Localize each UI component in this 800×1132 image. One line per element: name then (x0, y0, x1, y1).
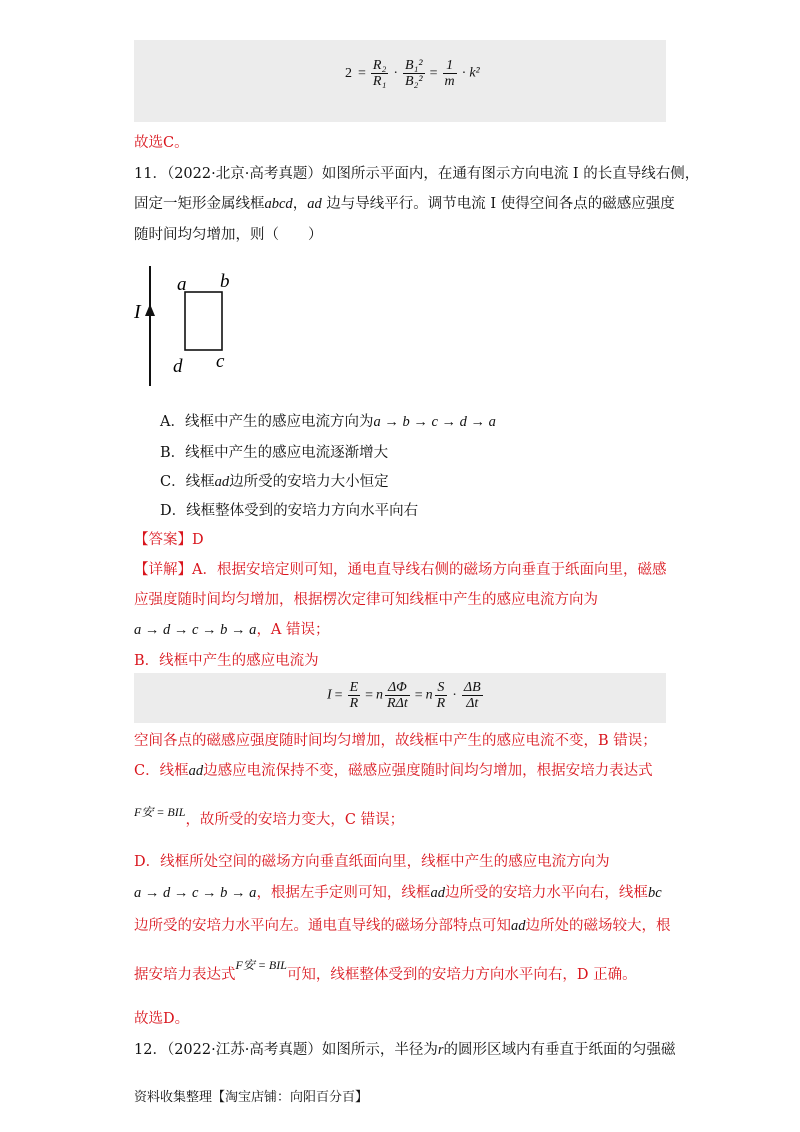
option-c-rest: 边所受的安培力大小恒定 (229, 474, 389, 490)
fi-E: E (349, 680, 359, 695)
q11-line2 (134, 194, 675, 214)
answer: 【答案】D (134, 532, 204, 548)
detail-3 (134, 620, 330, 640)
frac-r-num: R₂ (372, 58, 387, 73)
current-arrow-icon (145, 304, 155, 316)
formula-eq1: = (358, 65, 366, 81)
fi-dphi: ΔΦ (385, 680, 410, 696)
frac-b (403, 58, 425, 89)
detail-8: D．线框所处空间的磁场方向垂直纸面向里，线框中产生的感应电流方向为 (134, 854, 610, 870)
q11-line2-c: 边与导线平行。调节电流 I 使得空间各点的磁感应强度 (321, 196, 675, 212)
formula-ratio (342, 58, 480, 89)
q11-abcd: abcd (264, 196, 293, 212)
wire-loop-figure (130, 260, 250, 390)
formula-dot2: · (461, 65, 467, 81)
detail-6 (134, 761, 653, 781)
fi-frac-SR (435, 680, 448, 711)
detail-6-a: C．线框 (134, 763, 189, 779)
option-c-label: C．线框 (160, 474, 215, 490)
label-d: d (173, 356, 183, 377)
option-b-label: B．线框中产生的感应电流逐渐增大 (160, 445, 389, 461)
footer: 资料收集整理【淘宝店铺：向阳百分百】 (134, 1090, 369, 1105)
detail-7 (134, 805, 405, 830)
fi-R2: R (436, 696, 446, 711)
detail-10-b: 边所处的磁场较大，根 (525, 918, 671, 934)
fi-frac-ER (348, 680, 361, 711)
frac-r-den: R₁ (372, 74, 387, 89)
frac-b-den: B₂² (405, 74, 423, 89)
formula-lhs: 2 (345, 65, 352, 81)
label-a: a (177, 274, 187, 295)
fi-eq3: = (414, 687, 423, 703)
detail-9 (134, 883, 662, 903)
formula-k: k² (469, 65, 480, 81)
q11-line3: 随时间均匀增加，则（ ） (134, 227, 323, 243)
fi-S: S (435, 680, 448, 696)
detail-9-bc: bc (647, 885, 662, 901)
q11-conclusion: 故选D。 (134, 1011, 190, 1027)
option-c[interactable] (160, 470, 389, 491)
option-d-label: D．线框整体受到的安培力方向水平向右 (160, 503, 419, 519)
formula-dot: · (393, 65, 398, 81)
fi-frac-B (462, 680, 483, 711)
fi-dt: Δt (466, 696, 479, 711)
detail-11-a: 据安培力表达式 (134, 967, 236, 983)
label-I: I (134, 301, 141, 323)
fi-R: R (349, 696, 359, 711)
fi-frac-phi (385, 680, 410, 711)
option-b[interactable] (160, 441, 388, 462)
rectangular-loop (185, 292, 222, 350)
q11-line1: 11．（2022·北京·高考真题）如图所示平面内，在通有图示方向电流 I 的长直导线右侧， (134, 166, 700, 182)
detail-1-text: A．根据安培定则可知，通电直导线右侧的磁场方向垂直于纸面向里，磁感 (192, 562, 667, 578)
frac-m-num: 1 (443, 58, 457, 74)
option-a-math: a → b → c → d → a (373, 414, 496, 430)
label-c: c (216, 351, 225, 372)
detail-10-ad: ad (511, 918, 526, 934)
q11-line2-a: 固定一矩形金属线框 (134, 196, 265, 212)
detail-11-b: 可知，线框整体受到的安培力方向水平向右，D 正确。 (286, 967, 637, 983)
q11-ad: ad (307, 196, 322, 212)
fi-eq2: = (365, 687, 374, 703)
detail-tag: 【详解】 (134, 562, 192, 578)
fi-rdt: RΔt (387, 696, 408, 711)
detail-10-a: 边所受的安培力水平向左。通电直导线的磁场分部特点可知 (134, 918, 511, 934)
fi-dot: · (452, 687, 457, 703)
detail-2: 应强度随时间均匀增加，根据楞次定律可知线框中产生的感应电流方向为 (134, 592, 598, 608)
frac-m (443, 58, 457, 89)
frac-b-num: B₁² (405, 58, 423, 73)
detail-9-ad: ad (430, 885, 445, 901)
detail-9-a: ，根据左手定则可知，线框 (256, 885, 431, 901)
detail-10 (134, 916, 671, 936)
q12-line1 (134, 1040, 675, 1060)
detail-1 (134, 560, 666, 580)
detail-4: B．线框中产生的感应电流为 (134, 653, 319, 669)
q11-line2-b: ， (292, 196, 308, 212)
q12-line1-a: 12．（2022·江苏·高考真题）如图所示，半径为 (134, 1042, 438, 1058)
fi-eq1: = (334, 687, 343, 703)
option-c-math: ad (214, 474, 230, 490)
fi-I: I (327, 687, 332, 703)
detail-3-rest: ，A 错误； (256, 622, 330, 638)
fi-n: n (376, 687, 384, 703)
option-a[interactable] (160, 410, 496, 431)
formula-eq2: = (429, 65, 438, 81)
detail-6-b: 边感应电流保持不变，磁感应强度随时间均匀增加，根据安培力表达式 (203, 763, 653, 779)
fi-dB: ΔB (463, 680, 481, 695)
frac-m-den: m (444, 74, 455, 89)
q12-line1-b: 的圆形区域内有垂直于纸面的匀强磁 (443, 1042, 676, 1058)
detail-9-b: 边所受的安培力水平向右，线框 (444, 885, 648, 901)
label-b: b (220, 271, 230, 292)
formula-current (327, 680, 485, 711)
fi-n2: n (425, 687, 433, 703)
frac-r (371, 58, 388, 89)
detail-11-formula: F安 = BIL (235, 958, 287, 972)
detail-11 (134, 958, 637, 985)
detail-3-math: a → d → c → b → a (134, 622, 257, 638)
detail-9-math: a → d → c → b → a (134, 885, 257, 901)
q12-r: r (437, 1042, 444, 1058)
detail-7-rest: ，故所受的安培力变大，C 错误； (185, 812, 405, 828)
detail-6-ad: ad (188, 763, 204, 779)
q10-conclusion: 故选C。 (134, 135, 189, 151)
option-d[interactable] (160, 499, 418, 520)
detail-5: 空间各点的磁感应强度随时间均匀增加，故线框中产生的感应电流不变，B 错误； (134, 733, 657, 749)
option-a-label: A．线框中产生的感应电流方向为 (160, 414, 374, 430)
detail-7-formula: F安 = BIL (134, 805, 186, 819)
